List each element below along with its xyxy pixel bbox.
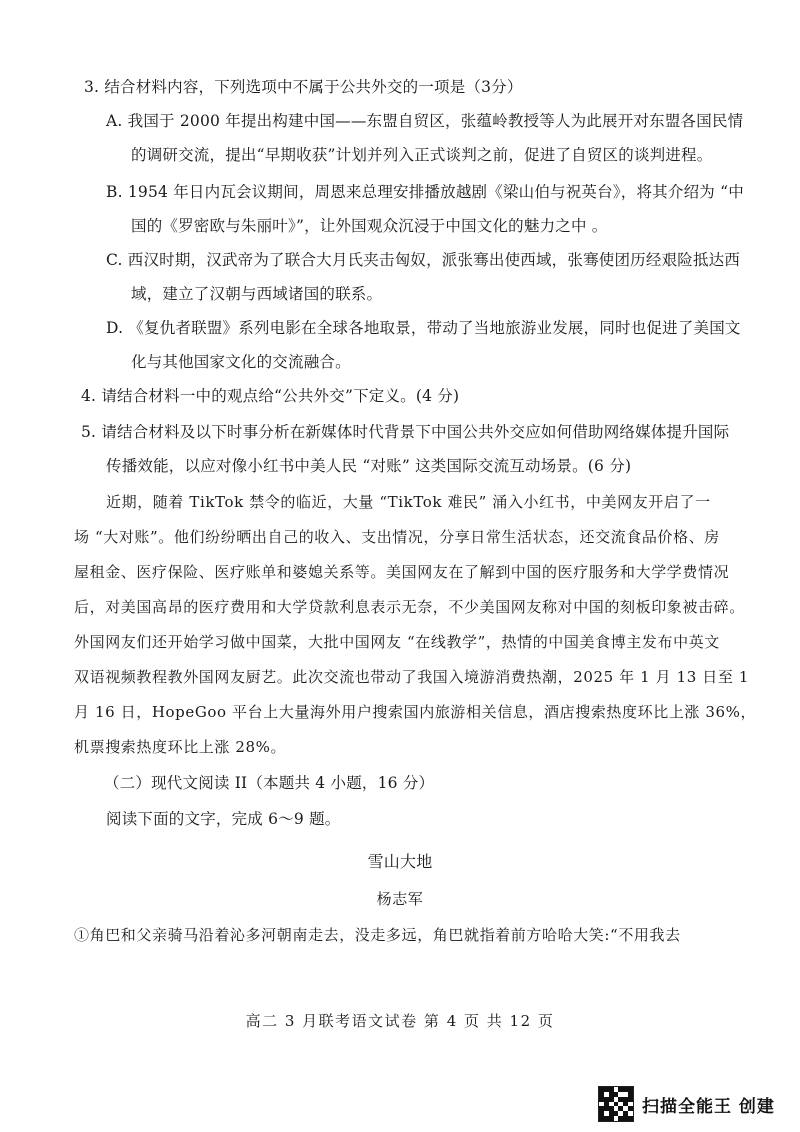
page-footer: 高二 3 月联考语文试卷 第 4 页 共 12 页 — [245, 1012, 555, 1030]
passage-line-6: 双语视频教程教外国网友厨艺。此次交流也带动了我国入境游消费热潮，2025 年 1 月 13 日至 1 — [74, 668, 749, 686]
option-b-line-2: 国的《罗密欧与朱丽叶》”，让外国观众沉浸于中国文化的魅力之中 。 — [131, 217, 608, 235]
passage-line-5: 外国网友们还开始学习做中国菜，大批中国网友 “在线教学”，热情的中国美食博主发布中英文 — [74, 633, 720, 651]
watermark-text: 扫描全能王 创建 — [642, 1096, 775, 1117]
passage-line-7: 月 16 日，HopeGoo 平台上大量海外用户搜索国内旅游相关信息，酒店搜索热度环比上涨 36%， — [74, 703, 757, 721]
option-a-line-2: 的调研交流，提出“早期收获”计划并列入正式谈判之前，促进了自贸区的谈判进程。 — [131, 146, 713, 164]
option-b-line-1: B. 1954 年日内瓦会议期间，周恩来总理安排播放越剧《梁山伯与祝英台》，将其介绍为 “中 — [106, 183, 744, 201]
option-c-line-2: 域，建立了汉朝与西域诸国的联系。 — [131, 285, 383, 303]
passage-title: 雪山大地 — [367, 852, 433, 871]
scanner-watermark — [598, 1086, 775, 1122]
passage-line-3: 屋租金、医疗保险、医疗账单和婆媳关系等。美国网友在了解到中国的医疗服务和大学学费情况 — [74, 563, 730, 581]
passage-line-8: 机票搜索热度环比上涨 28%。 — [74, 738, 287, 756]
passage-line-2: 场 “大对账”。他们纷纷晒出自己的收入、支出情况，分享日常生活状态，还交流食品价格、房 — [74, 528, 720, 546]
option-d-line-1: D. 《复仇者联盟》系列电影在全球各地取景，带动了当地旅游业发展，同时也促进了美国文 — [106, 319, 741, 337]
section-2-instruction: 阅读下面的文字，完成 6～9 题。 — [106, 810, 341, 828]
option-c-line-1: C. 西汉时期，汉武帝为了联合大月氏夹击匈奴，派张骞出使西域，张骞使团历经艰险抵达西 — [106, 251, 741, 269]
question-3-stem: 3. 结合材料内容，下列选项中不属于公共外交的一项是（3分） — [84, 78, 523, 96]
option-d-line-2: 化与其他国家文化的交流融合。 — [131, 353, 351, 371]
passage-author: 杨志军 — [376, 890, 424, 908]
passage-line-4: 后，对美国高昂的医疗费用和大学贷款利息表示无奈，不少美国网友称对中国的刻板印象被击碎。 — [74, 598, 745, 616]
passage-line-1: 近期，随着 TikTok 禁令的临近，大量 “TikTok 难民” 涌入小红书，中美网友开启了一 — [106, 493, 711, 511]
qr-code-icon — [598, 1086, 634, 1122]
passage-paragraph-1: ①角巴和父亲骑马沿着沁多河朝南走去，没走多远，角巴就指着前方哈哈大笑:“不用我去 — [74, 926, 681, 944]
option-a-line-1: A. 我国于 2000 年提出构建中国——东盟自贸区，张蕴岭教授等人为此展开对东盟各国民情 — [106, 112, 744, 130]
question-5-line-2: 传播效能，以应对像小红书中美人民 “对账” 这类国际交流互动场景。(6 分) — [106, 457, 632, 475]
question-4: 4. 请结合材料一中的观点给“公共外交”下定义。(4 分) — [81, 387, 460, 405]
question-5-line-1: 5. 请结合材料及以下时事分析在新媒体时代背景下中国公共外交应如何借助网络媒体提升国际 — [81, 423, 730, 441]
section-2-heading: （二）现代文阅读 II（本题共 4 小题，16 分） — [104, 774, 435, 792]
